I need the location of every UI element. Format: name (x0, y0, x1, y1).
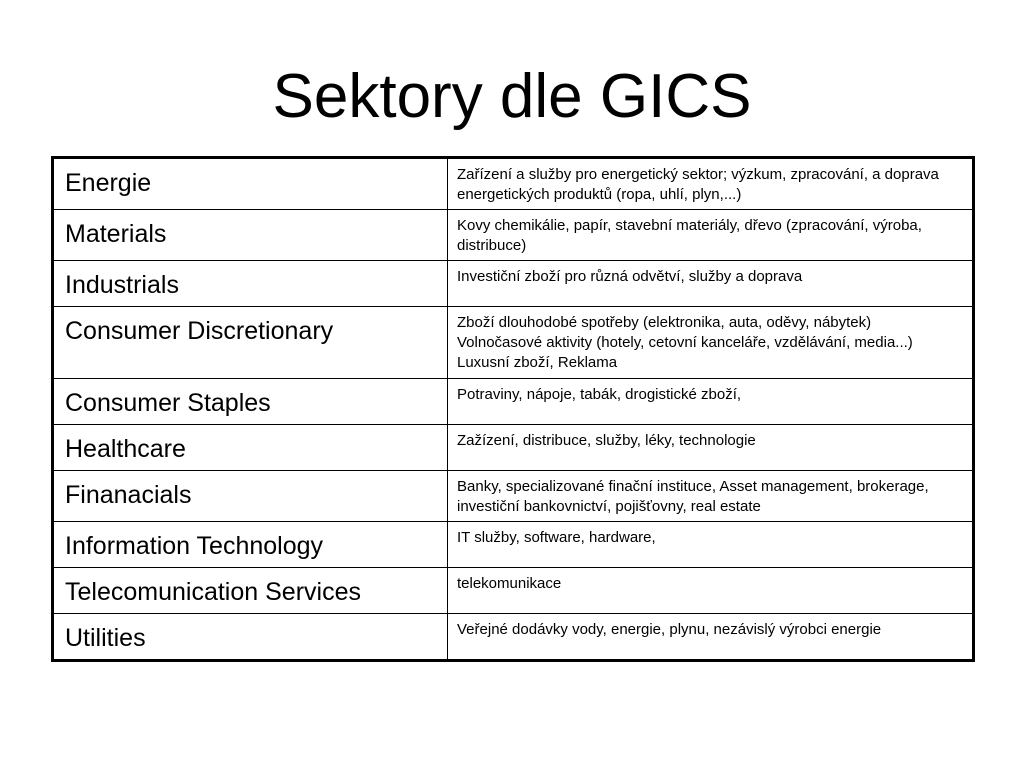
sector-description-cell: Banky, specializované finační instituce, Asset management, brokerage, investiční bankovnictví, pojišťovny, real estate (448, 471, 974, 522)
description-line: Volnočasové aktivity (hotely, cetovní kanceláře, vzdělávání, media...) (457, 334, 913, 351)
sector-description-cell: Veřejné dodávky vody, energie, plynu, nezávislý výrobci energie (448, 614, 974, 661)
description-line: Zboží dlouhodobé spotřeby (elektronika, auta, oděvy, nábytek) (457, 314, 872, 331)
sector-name-cell: Utilities (53, 614, 448, 661)
table-row (53, 471, 974, 522)
sector-description-cell: Kovy chemikálie, papír, stavební materiály, dřevo (zpracování, výroba, distribuce) (448, 210, 974, 261)
sector-name-cell: Finanacials (53, 471, 448, 522)
description-line: Luxusní zboží, Reklama (457, 354, 618, 371)
table-row (53, 307, 974, 379)
table-row (53, 158, 974, 210)
gics-sectors-table (51, 156, 975, 662)
sector-description-cell: IT služby, software, hardware, (448, 522, 974, 568)
sector-name-cell: Consumer Discretionary (53, 307, 448, 379)
table-row (53, 261, 974, 307)
sector-description-cell (448, 307, 974, 379)
sector-name-cell: Industrials (53, 261, 448, 307)
table-row (53, 522, 974, 568)
sector-description-cell: Investiční zboží pro různá odvětví, služby a doprava (448, 261, 974, 307)
sector-name-cell: Telecomunication Services (53, 568, 448, 614)
table-row (53, 210, 974, 261)
sector-name-cell: Materials (53, 210, 448, 261)
sector-name-cell: Information Technology (53, 522, 448, 568)
table-row (53, 379, 974, 425)
sector-description-cell: Zažízení, distribuce, služby, léky, technologie (448, 425, 974, 471)
sector-name-cell: Consumer Staples (53, 379, 448, 425)
sector-description-cell: Potraviny, nápoje, tabák, drogistické zboží, (448, 379, 974, 425)
slide-title: Sektory dle GICS (272, 62, 752, 131)
table-row (53, 425, 974, 471)
table-row (53, 568, 974, 614)
sector-description-cell: Zařízení a služby pro energetický sektor; výzkum, zpracování, a doprava energetických produktů (ropa, uhlí, plyn,...) (448, 158, 974, 210)
sector-name-cell: Healthcare (53, 425, 448, 471)
sector-name-cell: Energie (53, 158, 448, 210)
sector-description-cell: telekomunikace (448, 568, 974, 614)
table-row (53, 614, 974, 661)
